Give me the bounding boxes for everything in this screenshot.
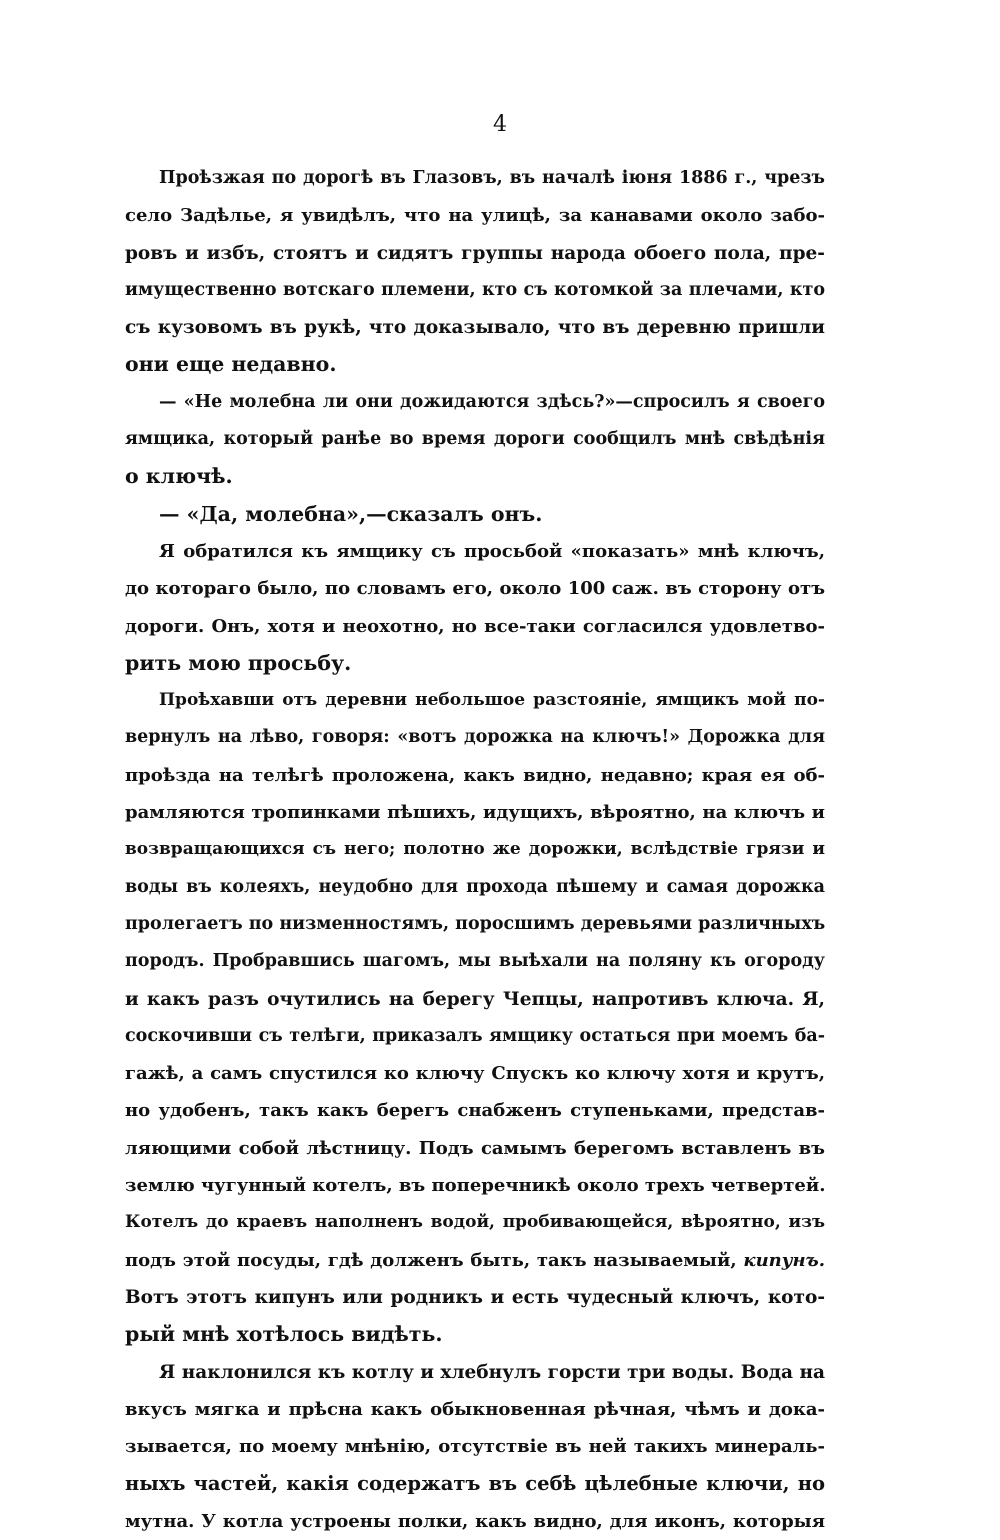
text-line-content: мутна. У котла устроены полки, какъ видно, для иконъ, которыя (125, 1510, 825, 1532)
text-line (125, 682, 825, 719)
text-line (125, 1465, 825, 1502)
text-line (125, 1130, 825, 1167)
text-line-content: породъ. Пробравшись шагомъ, мы выѣхали на поляну къ огороду (125, 951, 825, 972)
text-line (125, 1503, 825, 1540)
text-line (125, 533, 825, 570)
body-text (125, 160, 825, 1540)
text-line-content: ровъ и избъ, стоятъ и сидятъ группы народа обоего пола, пре- (125, 242, 825, 264)
text-line (125, 309, 825, 346)
text-line-content: — «Да, молебна»,—сказалъ онъ. (159, 501, 543, 526)
text-line (125, 1279, 825, 1316)
text-line (125, 458, 825, 495)
text-line (125, 421, 825, 458)
italic-term: кипунъ. (743, 1249, 825, 1271)
text-line (125, 906, 825, 943)
text-line-content: землю чугунный котелъ, въ поперечникѣ около трехъ четвертей. (125, 1175, 826, 1197)
text-line (125, 981, 825, 1018)
text-line (125, 1354, 825, 1391)
text-line (125, 235, 825, 272)
text-line-content: рый мнѣ хотѣлось видѣть. (125, 1322, 443, 1347)
text-line-content: подъ этой посуды, гдѣ долженъ быть, такъ называемый, (125, 1249, 744, 1271)
text-line (125, 1204, 825, 1241)
text-line-content: ляющими собой лѣстницу. Подъ самымъ берегомъ вставленъ въ (125, 1137, 825, 1159)
text-line-content: ныхъ частей, какія содержатъ въ себѣ цѣлебные ключи, но (125, 1472, 825, 1496)
text-line (125, 1018, 825, 1055)
text-line-content: вернулъ на лѣво, говоря: «вотъ дорожка на ключъ!» Дорожка для (125, 727, 825, 748)
text-line-content: до котораго было, по словамъ его, около 100 саж. въ сторону отъ (125, 578, 825, 600)
text-line (125, 869, 825, 906)
text-line (125, 272, 825, 309)
text-line (125, 496, 825, 533)
text-line-content: дороги. Онъ, хотя и неохотно, но все-таки согласился удовлетво- (125, 615, 825, 637)
text-line-content: вкусъ мягка и прѣсна какъ обыкновенная рѣчная, чѣмъ и дока- (125, 1398, 825, 1420)
text-line-content: возвращающихся съ него; полотно же дорожки, вслѣдствіе грязи и (125, 839, 825, 860)
text-line (125, 1167, 825, 1204)
text-line (125, 645, 825, 682)
text-line-content: рить мою просьбу. (125, 650, 352, 675)
text-line (125, 1316, 825, 1353)
text-line (125, 719, 825, 756)
text-line-content: ямщика, который ранѣе во время дороги сообщилъ мнѣ свѣдѣнія (125, 429, 825, 450)
text-line (125, 757, 825, 794)
text-line-content: Проѣзжая по дорогѣ въ Глазовъ, въ началѣ іюня 1886 г., чрезъ (159, 168, 825, 188)
text-line (125, 570, 825, 607)
text-line-content: воды въ колеяхъ, неудобно для прохода пѣшему и самая дорожка (125, 876, 825, 897)
text-line-content: зывается, по моему мнѣнію, отсутствіе въ ней такихъ минераль- (125, 1436, 825, 1458)
text-line (125, 1391, 825, 1428)
text-line (125, 384, 825, 421)
page-number: 4 (493, 112, 507, 137)
text-line-content: съ кузовомъ въ рукѣ, что доказывало, что въ деревню пришли (125, 317, 825, 339)
text-line-content: проѣзда на телѣгѣ проложена, какъ видно, недавно; края ея об- (125, 764, 825, 786)
text-line-content: Проѣхавши отъ деревни небольшое разстояніе, ямщикъ мой по- (159, 690, 825, 711)
text-line (125, 831, 825, 868)
text-line-content: Котелъ до краевъ наполненъ водой, пробивающейся, вѣроятно, изъ (125, 1212, 825, 1233)
text-line-content: соскочивши съ телѣги, приказалъ ямщику остаться при моемъ ба- (125, 1025, 825, 1046)
text-line-content: рамляются тропинками пѣшихъ, идущихъ, вѣроятно, на ключъ и (125, 802, 825, 824)
text-line-content: и какъ разъ очутились на берегу Чепцы, напротивъ ключа. Я, (125, 988, 825, 1010)
text-line-content: — «Не молебна ли они дожидаются здѣсь?»—спросилъ я своего (159, 391, 825, 412)
text-line-content: Я наклонился къ котлу и хлебнулъ горсти три воды. Вода на (159, 1361, 825, 1383)
text-line (125, 1092, 825, 1129)
text-line (125, 160, 825, 197)
text-line (125, 943, 825, 980)
text-line-content: имущественно вотскаго племени, кто съ котомкой за плечами, кто (125, 279, 825, 300)
text-line-content: село Задѣлье, я увидѣлъ, что на улицѣ, за канавами около забо- (125, 205, 825, 227)
text-line-content: но удобенъ, такъ какъ берегъ снабженъ ступеньками, представ- (125, 1100, 825, 1122)
text-line (125, 1055, 825, 1092)
text-line-content: Я обратился къ ямщику съ просьбой «показать» мнѣ ключъ, (159, 540, 825, 562)
text-line-content: гажѣ, а самъ спустился ко ключу Спускъ ко ключу хотя и крутъ, (125, 1063, 825, 1085)
text-line-content: они еще недавно. (125, 352, 337, 377)
text-line (125, 346, 825, 383)
text-line-content: о ключѣ. (125, 464, 233, 489)
text-line (125, 794, 825, 831)
text-line (125, 608, 825, 645)
text-line (125, 197, 825, 234)
text-line (125, 1428, 825, 1465)
text-line-content: Вотъ этотъ кипунъ или родникъ и есть чудесный ключъ, кото- (125, 1286, 825, 1308)
text-line (125, 1242, 825, 1279)
text-line-content: пролегаетъ по низменностямъ, поросшимъ деревьями различныхъ (125, 913, 826, 934)
